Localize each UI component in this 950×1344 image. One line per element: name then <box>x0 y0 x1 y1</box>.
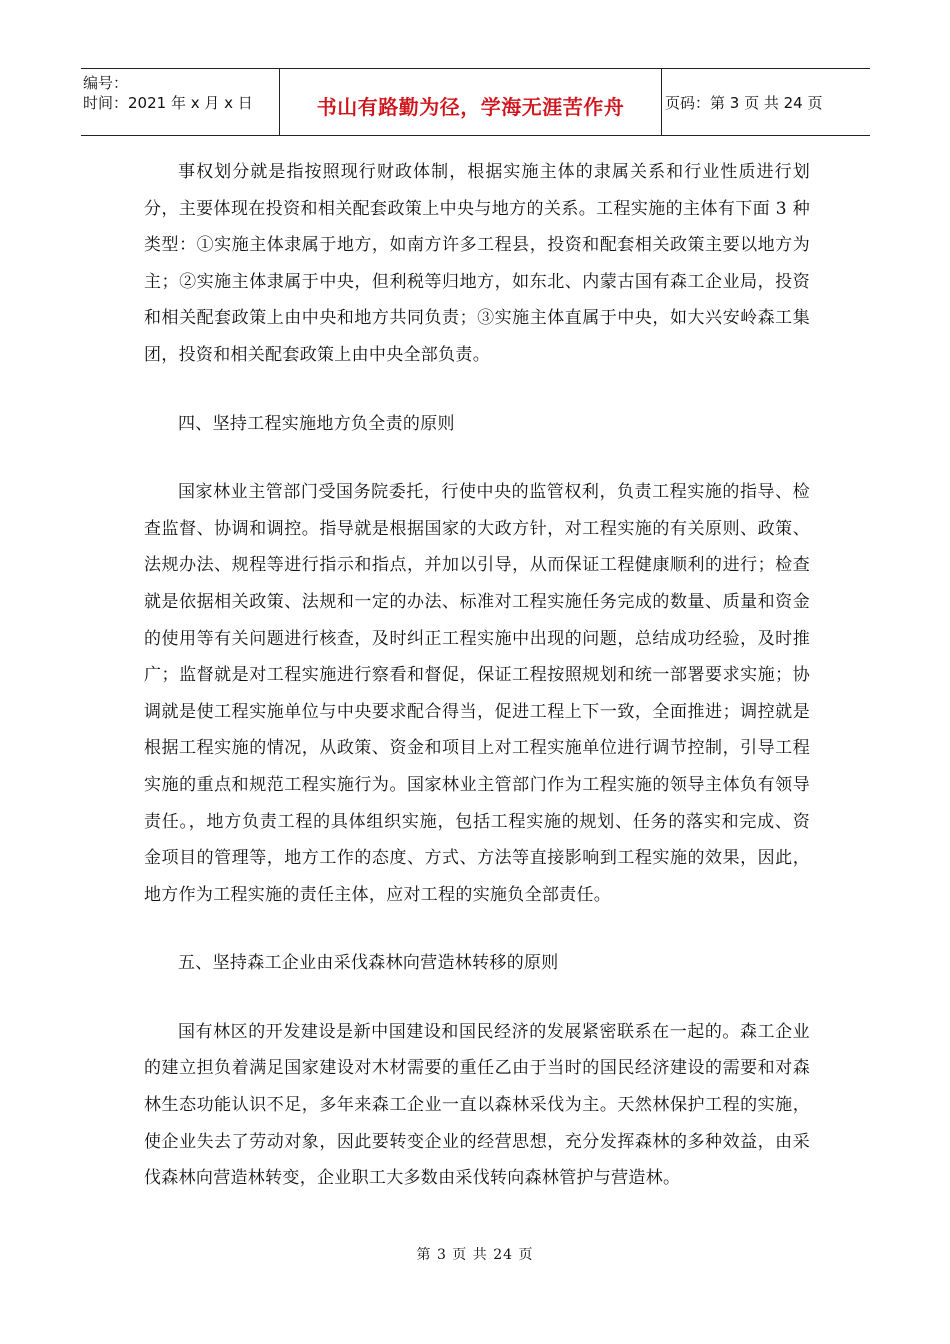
header-motto-cell <box>280 69 662 135</box>
document-number-label: 编号： <box>83 74 129 92</box>
paragraph: 事权划分就是指按照现行财政体制，根据实施主体的隶属关系和行业性质进行划分，主要体现在投资和相关配套政策上中央与地方的关系。工程实施的主体有下面 3 种类型：①实施主体隶属于地方，如南方许多工程县，投资和配套相关政策主要以地方为主；②实施主体隶属于中央，但利税等归地方，如东北、内蒙古国有森工企业局，投资和相关配套政策上由中央和地方共同负责；③实施主体直属于中央，如大兴安岭森工集团，投资和相关配套政策上由中央全部负责。 <box>144 162 810 365</box>
header-motto: 书山有路勤为径，学海无涯苦作舟 <box>316 94 625 119</box>
paragraph: 国有林区的开发建设是新中国建设和国民经济的发展紧密联系在一起的。森工企业的建立担负着满足国家建设对木材需要的重任乙由于当时的国民经济建设的需要和对森林生态功能认识不足，多年来森工企业一直以森林采伐为主。天然林保护工程的实施，使企业失去了劳动对象，因此要转变企业的经营思想，充分发挥森林的多种效益，由采伐森林向营造林转变，企业职工大多数由采伐转向森林管护与营造林。 <box>144 1021 810 1189</box>
document-date: 时间：2021 年 x 月 x 日 <box>83 94 253 112</box>
paragraph: 国家林业主管部门受国务院委托，行使中央的监管权利，负责工程实施的指导、检查监督、协调和调控。指导就是根据国家的大政方针，对工程实施的有关原则、政策、法规办法、规程等进行指示和指点，并加以引导，从而保证工程健康顺利的进行；检查就是依据相关政策、法规和一定的办法、标准对工程实施任务完成的数量、质量和资金的使用等有关问题进行核查，及时纠正工程实施中出现的问题，总结成功经验，及时推广；监督就是对工程实施进行察看和督促，保证工程按照规划和统一部署要求实施；协调就是使工程实施单位与中央要求配合得当，促进工程上下一致，全面推进；调控就是根据工程实施的情况，从政策、资金和项目上对工程实施单位进行调节控制，引导工程实施的重点和规范工程实施行为。国家林业主管部门作为工程实施的领导主体负有领导责任。，地方负责工程的具体组织实施，包括工程实施的规划、任务的落实和完成、资金项目的管理等，地方工作的态度、方式、方法等直接影响到工程实施的效果，因此，地方作为工程实施的责任主体，应对工程的实施负全部责任。 <box>144 482 810 905</box>
document-body <box>144 154 810 1197</box>
header-page-code: 页码：第 3 页 共 24 页 <box>665 93 823 112</box>
header-meta-cell <box>81 69 280 135</box>
page-footer: 第 3 页 共 24 页 <box>416 1247 534 1263</box>
section-heading: 四、坚持工程实施地方负全责的原则 <box>178 413 455 434</box>
section-heading: 五、坚持森工企业由采伐森林向营造林转移的原则 <box>178 953 559 974</box>
document-header <box>81 68 870 136</box>
header-page-cell <box>662 69 870 135</box>
